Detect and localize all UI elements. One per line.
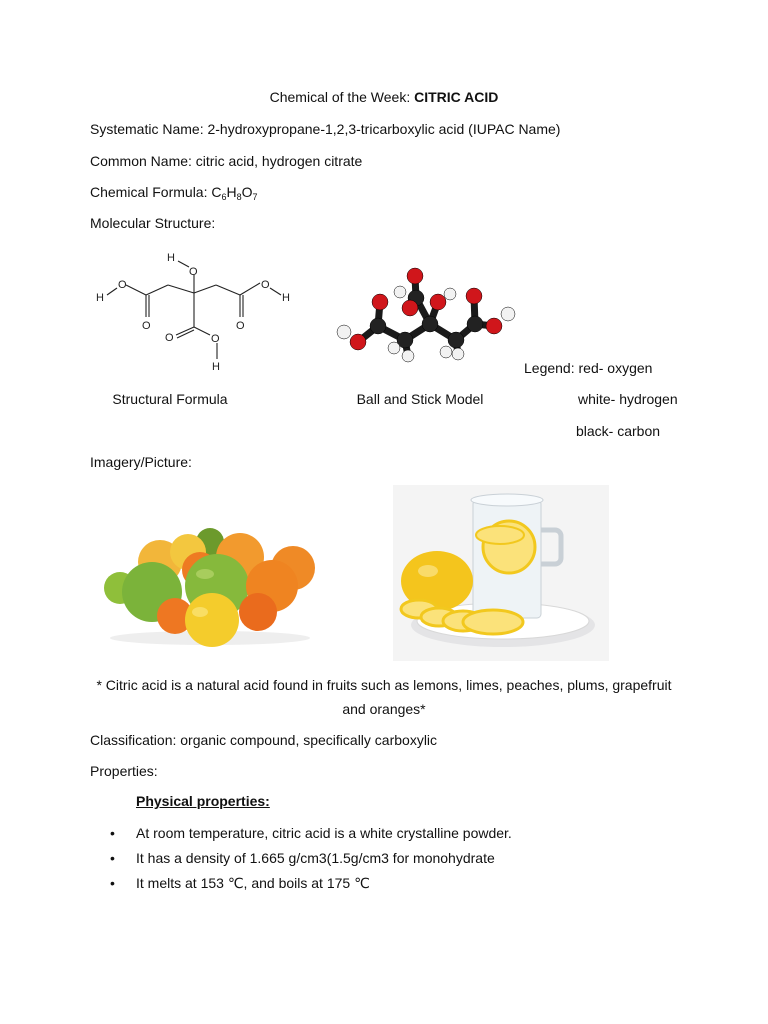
classification: Classification: organic compound, specifically carboxylic (90, 732, 438, 748)
structural-formula-diagram (90, 245, 305, 375)
title-prefix: Chemical of the Week: (269, 89, 415, 105)
atom-o-bottom: O (211, 333, 220, 345)
legend-oxygen: Legend: red- oxygen (524, 360, 653, 376)
imagery-label: Imagery/Picture: (90, 454, 192, 470)
properties-label: Properties: (90, 763, 158, 779)
atom-o-top: O (189, 266, 198, 278)
legend-hydrogen: white- hydrogen (578, 391, 678, 407)
atom-h-left: H (96, 292, 104, 304)
legend-carbon: black- carbon (576, 423, 661, 439)
atom-o-left-carbonyl: O (142, 320, 151, 332)
title-chemical-name: CITRIC ACID (414, 89, 499, 105)
physical-properties-heading: Physical properties: (136, 793, 270, 809)
citrus-fruit-image (100, 522, 320, 647)
page-title (0, 88, 768, 106)
structural-formula-caption: Structural Formula (112, 391, 228, 407)
atom-h-right: H (282, 292, 290, 304)
atom-o-left: O (118, 279, 127, 291)
ball-stick-caption: Ball and Stick Model (356, 391, 484, 407)
fruit-caption-line2: and oranges* (342, 701, 426, 717)
atom-o-bottom-carbonyl: O (165, 332, 174, 344)
molecular-structure-label: Molecular Structure: (90, 215, 216, 231)
systematic-name: Systematic Name: 2-hydroxypropane-1,2,3-tricarboxylic acid (IUPAC Name) (90, 121, 561, 137)
list-item: • At room temperature, citric acid is a white crystalline powder. (90, 824, 512, 849)
atom-o-right: O (261, 279, 270, 291)
physical-properties-list (90, 824, 512, 899)
chemical-formula: Chemical Formula: $C_6H_8O_7$ (90, 184, 258, 202)
atom-h-bottom: H (212, 361, 220, 373)
list-item: • It has a density of 1.665 g/cm3(1.5g/cm3 for monohydrate (90, 849, 512, 874)
ball-and-stick-model (330, 262, 520, 367)
list-item: • It melts at 153 ℃, and boils at 175 ℃ (90, 874, 512, 899)
common-name: Common Name: citric acid, hydrogen citrate (90, 153, 363, 169)
lemon-water-image (393, 485, 609, 661)
atom-h-top: H (167, 252, 175, 264)
atom-o-right-carbonyl: O (236, 320, 245, 332)
fruit-caption-line1: * Citric acid is a natural acid found in fruits such as lemons, limes, peaches, plums, grapefruit (96, 677, 672, 693)
